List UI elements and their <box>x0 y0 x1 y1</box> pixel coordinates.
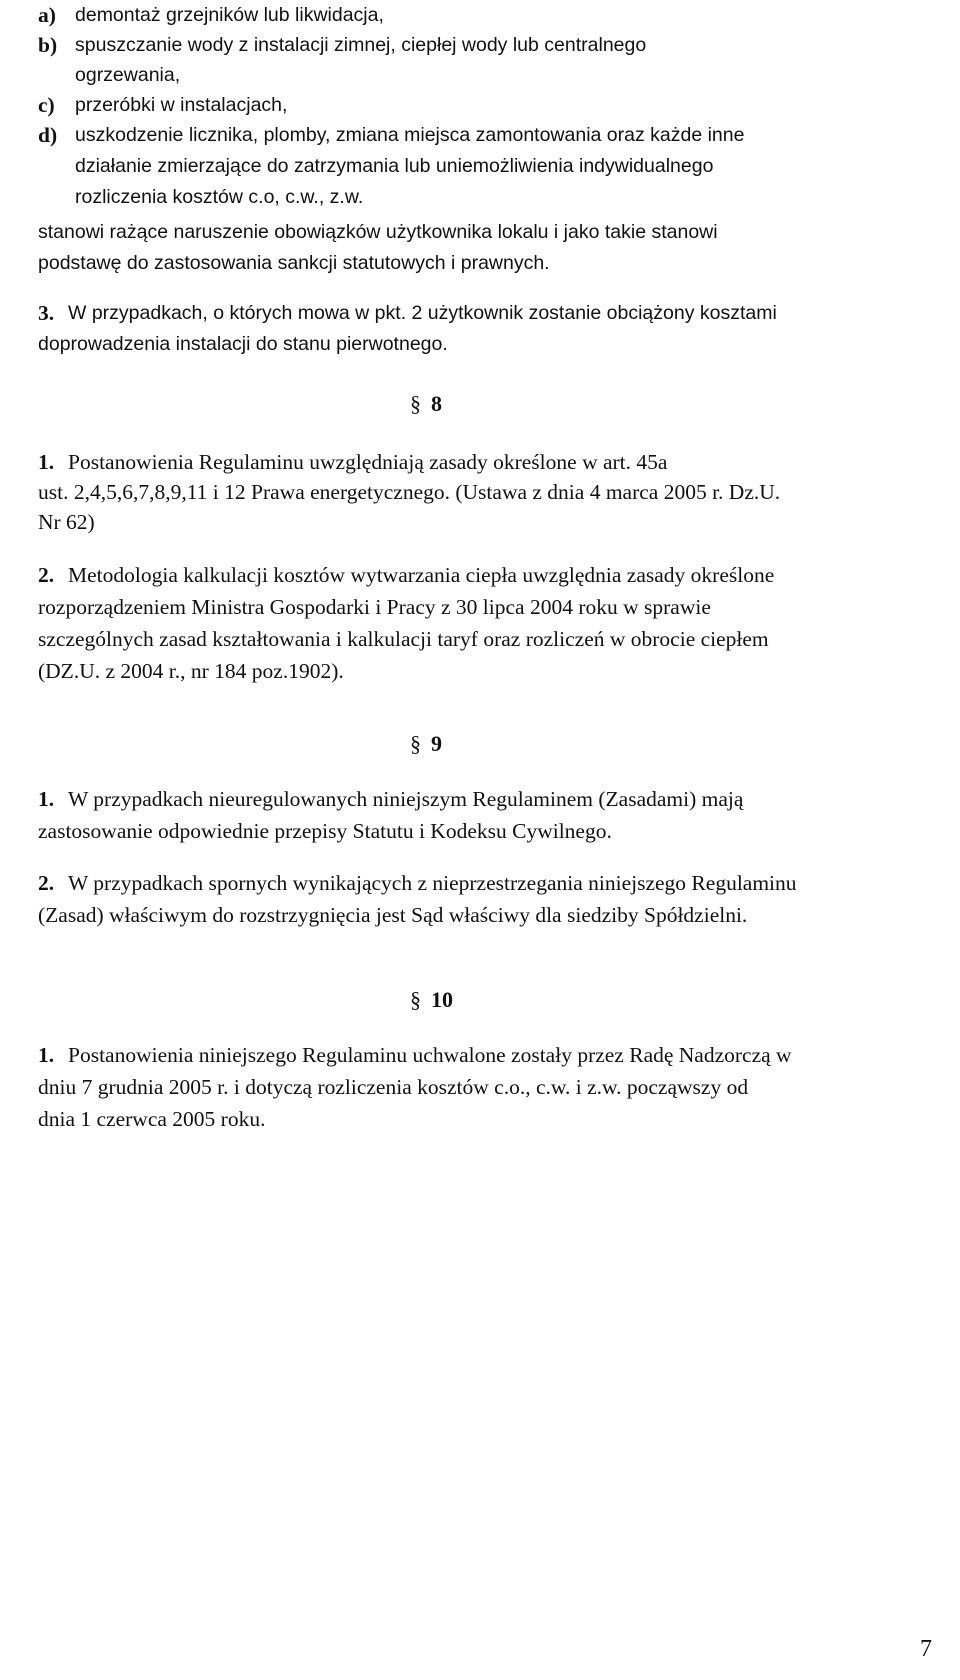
list-text: demontaż grzejników lub likwidacja, <box>75 4 384 26</box>
section-number: 9 <box>431 731 442 756</box>
list-marker: a) <box>38 3 56 27</box>
paragraph-text: W przypadkach spornych wynikających z nieprzestrzegania niniejszego Regulaminu <box>68 871 797 895</box>
page-number: 7 <box>920 1636 932 1662</box>
section-heading-9 <box>410 727 442 761</box>
list-text: działanie zmierzające do zatrzymania lub uniemożliwienia indywidualnego <box>75 155 714 177</box>
paragraph-text: rozporządzeniem Ministra Gospodarki i Pracy z 30 lipca 2004 roku w sprawie <box>38 595 711 619</box>
paragraph-number: 2. <box>38 563 55 587</box>
paragraph-number: 1. <box>38 787 55 811</box>
paragraph-text: ust. 2,4,5,6,7,8,9,11 i 12 Prawa energetycznego. (Ustawa z dnia 4 marca 2005 r. Dz.U. <box>38 480 781 504</box>
point-text: W przypadkach, o których mowa w pkt. 2 użytkownik zostanie obciążony kosztami <box>68 302 777 324</box>
list-marker: c) <box>38 93 55 117</box>
section-sign: § <box>410 391 421 416</box>
paragraph-number: 1. <box>38 450 55 474</box>
section-sign: § <box>410 731 421 756</box>
list-text: spuszczanie wody z instalacji zimnej, ciepłej wody lub centralnego <box>75 34 647 56</box>
paragraph-text: (DZ.U. z 2004 r., nr 184 poz.1902). <box>38 659 344 683</box>
paragraph-text: szczególnych zasad kształtowania i kalkulacji taryf oraz rozliczeń w obrocie ciepłem <box>38 627 769 651</box>
section-number: 10 <box>431 987 453 1012</box>
paragraph-text: W przypadkach nieuregulowanych niniejszym Regulaminem (Zasadami) mają <box>68 787 744 811</box>
list-text: uszkodzenie licznika, plomby, zmiana miejsca zamontowania oraz każde inne <box>75 124 745 146</box>
list-marker: b) <box>38 33 58 57</box>
list-item-c <box>0 90 960 120</box>
consequence-text: podstawę do zastosowania sankcji statutowych i prawnych. <box>38 252 550 274</box>
section-heading-8 <box>410 387 442 421</box>
point-text: doprowadzenia instalacji do stanu pierwotnego. <box>38 333 448 355</box>
list-item-a <box>0 0 960 30</box>
list-text: ogrzewania, <box>75 64 181 86</box>
section-heading-10 <box>410 983 453 1017</box>
list-text: rozliczenia kosztów c.o, c.w., z.w. <box>75 186 364 208</box>
section-sign: § <box>410 987 421 1012</box>
paragraph-text: dniu 7 grudnia 2005 r. i dotyczą rozliczenia kosztów c.o., c.w. i z.w. począwszy od <box>38 1075 749 1099</box>
paragraph-number: 1. <box>38 1043 55 1067</box>
consequence-text: stanowi rażące naruszenie obowiązków użytkownika lokalu i jako takie stanowi <box>38 221 718 243</box>
point-number: 3. <box>38 301 55 325</box>
paragraph-text: Postanowienia niniejszego Regulaminu uchwalone zostały przez Radę Nadzorczą w <box>68 1043 792 1067</box>
paragraph-number: 2. <box>38 871 55 895</box>
paragraph-text: Nr 62) <box>38 510 95 534</box>
paragraph-text: dnia 1 czerwca 2005 roku. <box>38 1107 266 1131</box>
list-text: przeróbki w instalacjach, <box>75 94 288 116</box>
paragraph-text: Postanowienia Regulaminu uwzględniają zasady określone w art. 45a <box>68 450 668 474</box>
paragraph-text: zastosowanie odpowiednie przepisy Statutu i Kodeksu Cywilnego. <box>38 819 612 843</box>
paragraph-text: (Zasad) właściwym do rozstrzygnięcia jest Sąd właściwy dla siedziby Spółdzielni. <box>38 903 748 927</box>
paragraph-text: Metodologia kalkulacji kosztów wytwarzania ciepła uwzględnia zasady określone <box>68 563 775 587</box>
section-number: 8 <box>431 391 442 416</box>
list-marker: d) <box>38 123 58 147</box>
